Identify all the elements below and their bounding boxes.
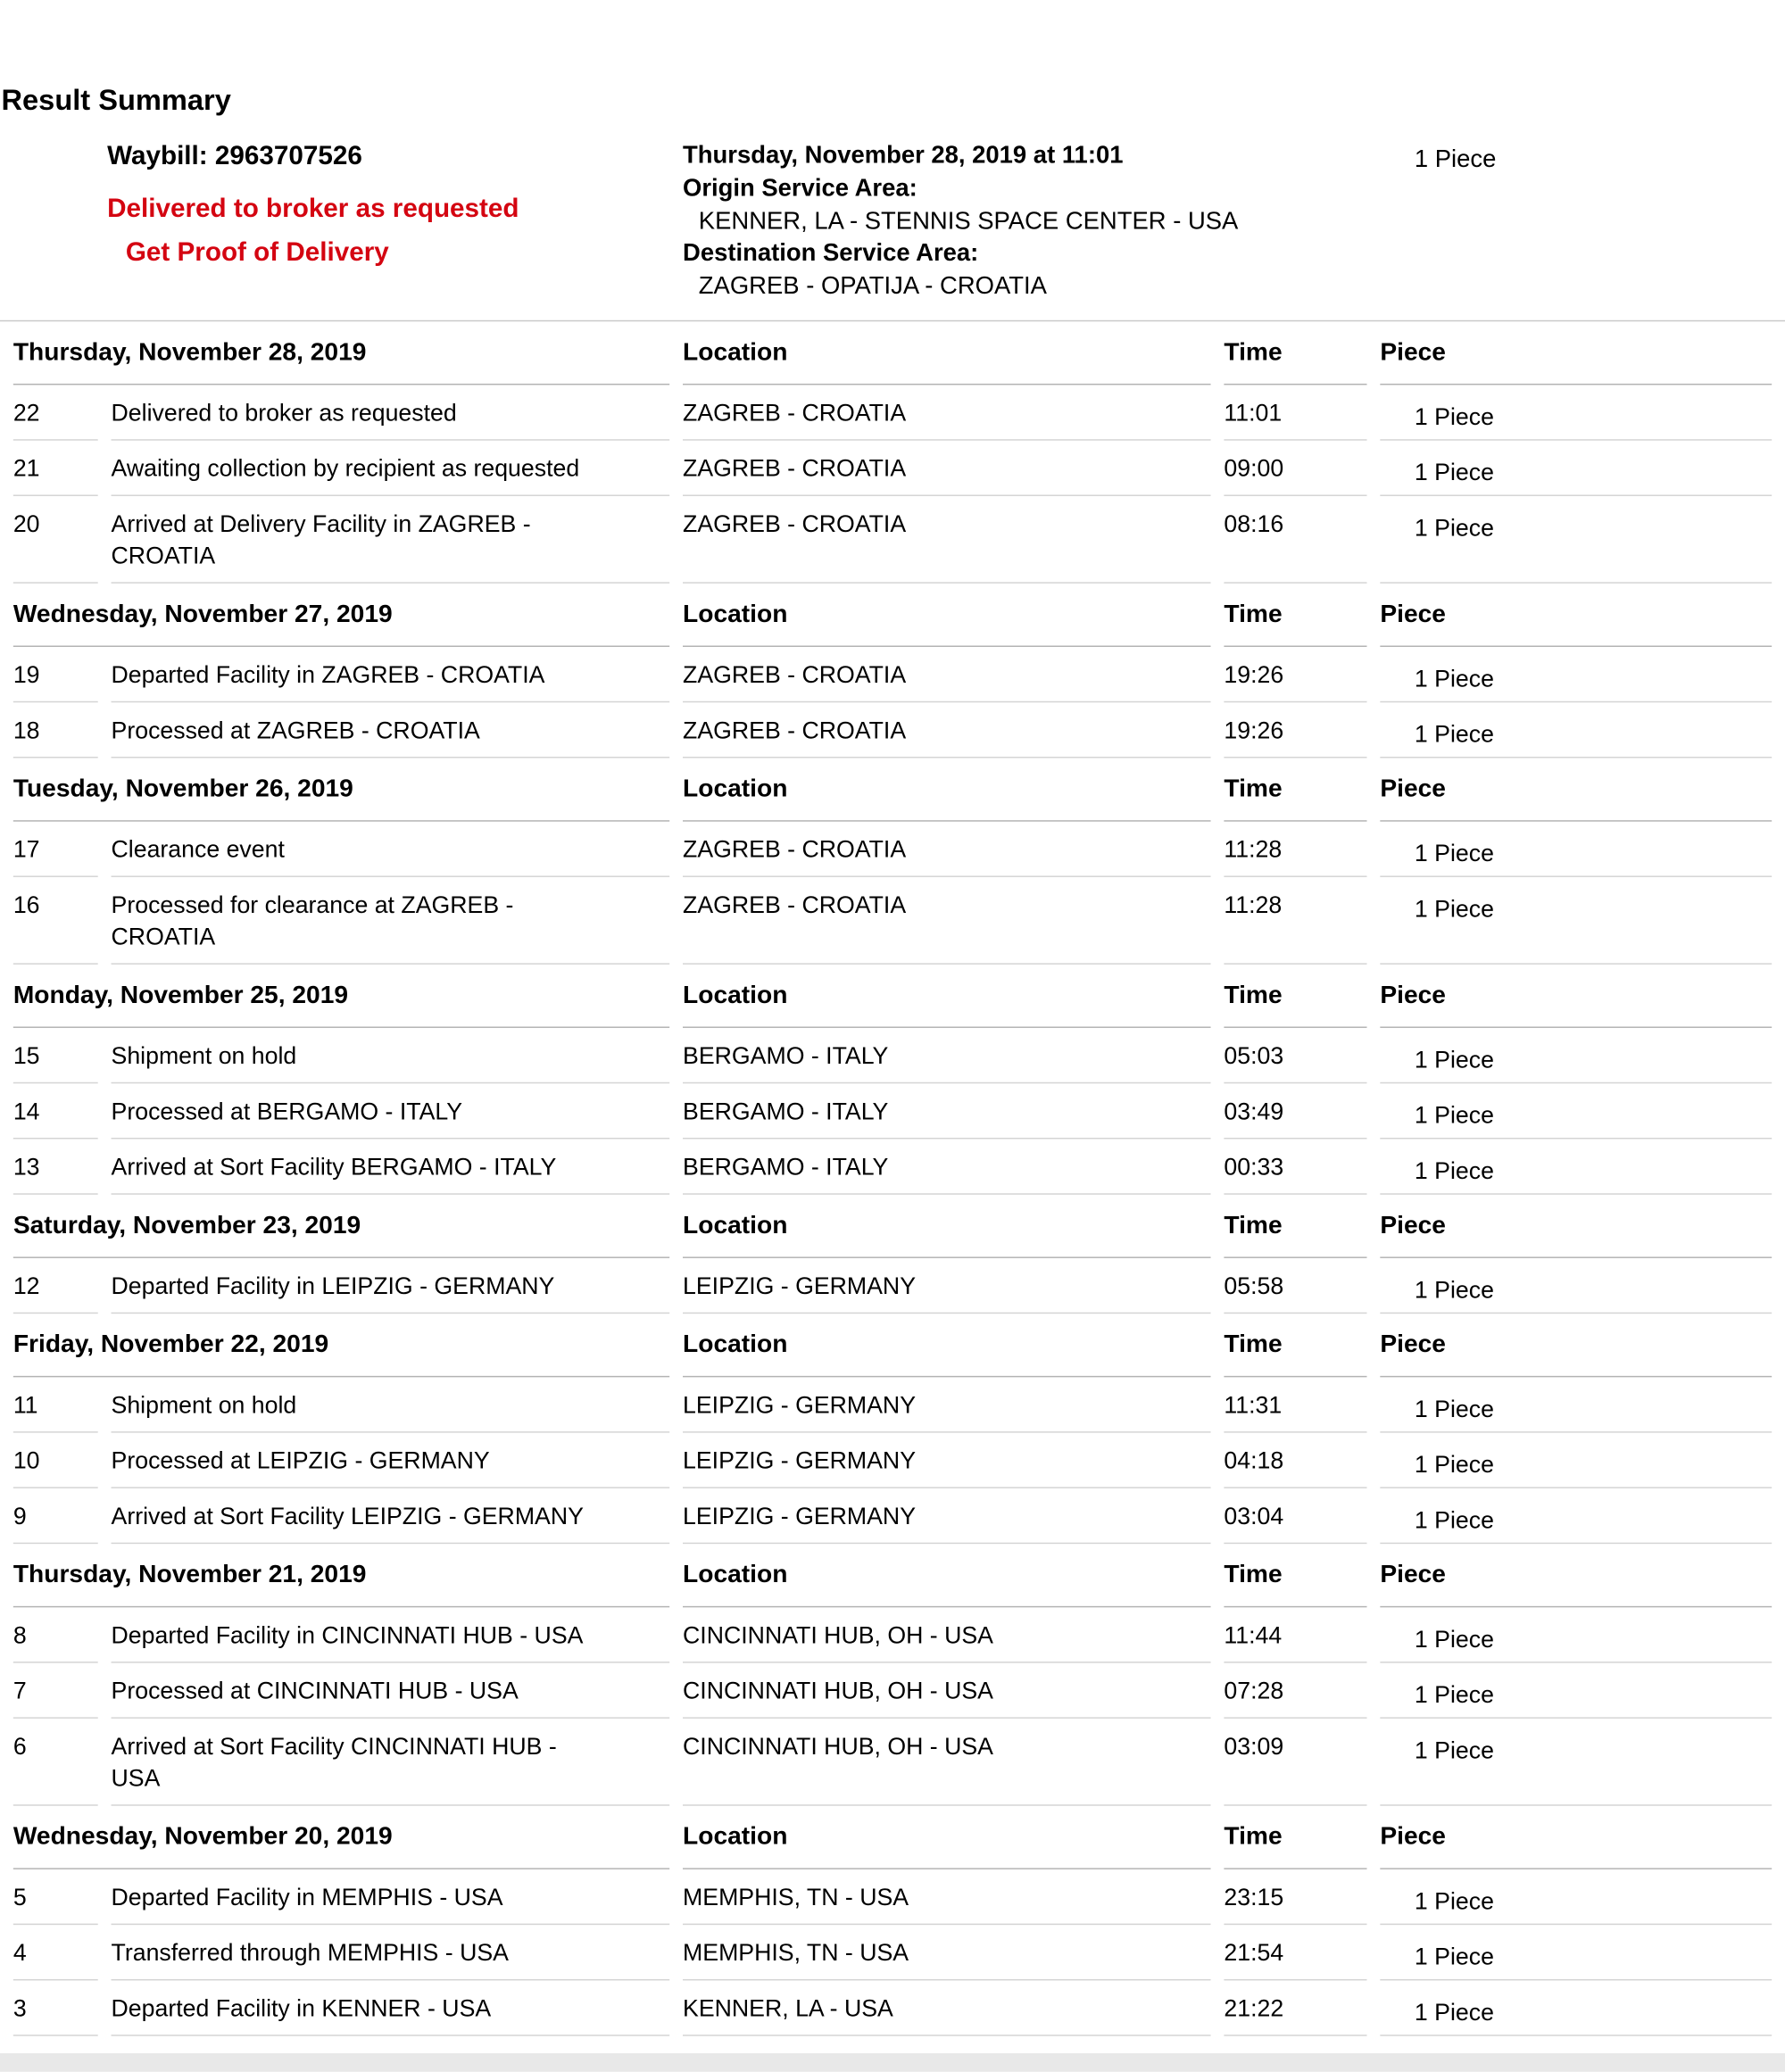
event-location: ZAGREB - CROATIA xyxy=(683,877,1211,965)
event-number: 20 xyxy=(13,496,98,584)
time-column-header: Time xyxy=(1224,1544,1366,1607)
date-header-label: Monday, November 25, 2019 xyxy=(13,965,669,1028)
time-column-header: Time xyxy=(1224,1195,1366,1258)
event-time: 11:28 xyxy=(1224,822,1366,877)
event-piece: 1 Piece xyxy=(1380,1258,1772,1314)
time-column-header: Time xyxy=(1224,965,1366,1028)
event-number: 13 xyxy=(13,1140,98,1195)
page-title: Result Summary xyxy=(1,83,231,117)
event-description: Processed for clearance at ZAGREB - CROATIA xyxy=(112,877,670,965)
event-description: Shipment on hold xyxy=(112,1377,670,1432)
event-location: MEMPHIS, TN - USA xyxy=(683,1869,1211,1925)
location-column-header: Location xyxy=(683,1544,1211,1607)
time-column-header: Time xyxy=(1224,584,1366,647)
piece-column-header: Piece xyxy=(1380,584,1772,647)
event-time: 05:03 xyxy=(1224,1028,1366,1083)
tracking-event-row xyxy=(13,441,1772,496)
tracking-events-table xyxy=(0,320,1785,2036)
event-description: Processed at BERGAMO - ITALY xyxy=(112,1083,670,1139)
time-column-header: Time xyxy=(1224,1314,1366,1377)
time-column-header: Time xyxy=(1224,758,1366,822)
event-number: 15 xyxy=(13,1028,98,1083)
event-location: ZAGREB - CROATIA xyxy=(683,702,1211,758)
date-header-label: Tuesday, November 26, 2019 xyxy=(13,758,669,822)
tracking-event-row xyxy=(13,1377,1772,1432)
destination-service-area-value: ZAGREB - OPATIJA - CROATIA xyxy=(698,271,1047,300)
date-header-label: Thursday, November 28, 2019 xyxy=(13,321,669,385)
date-section-header-row xyxy=(13,758,1772,822)
event-number: 5 xyxy=(13,1869,98,1925)
date-section-header-row xyxy=(13,1806,1772,1869)
location-column-header: Location xyxy=(683,1195,1211,1258)
date-header-label: Friday, November 22, 2019 xyxy=(13,1314,669,1377)
tracking-events-body xyxy=(13,321,1772,2035)
tracking-event-row xyxy=(13,1488,1772,1544)
event-time: 21:54 xyxy=(1224,1925,1366,1980)
event-number: 21 xyxy=(13,441,98,496)
event-description: Delivered to broker as requested xyxy=(112,385,670,440)
event-number: 17 xyxy=(13,822,98,877)
tracking-event-row xyxy=(13,1028,1772,1083)
event-location: ZAGREB - CROATIA xyxy=(683,647,1211,702)
piece-column-header: Piece xyxy=(1380,965,1772,1028)
piece-column-header: Piece xyxy=(1380,1314,1772,1377)
service-area-block xyxy=(683,139,1238,303)
delivery-status: Delivered to broker as requested xyxy=(107,194,519,224)
date-section-header-row xyxy=(13,1314,1772,1377)
event-piece: 1 Piece xyxy=(1380,877,1772,965)
event-piece: 1 Piece xyxy=(1380,702,1772,758)
date-section-header-row xyxy=(13,965,1772,1028)
event-piece: 1 Piece xyxy=(1380,1980,1772,2035)
tracking-event-row xyxy=(13,647,1772,702)
tracking-event-row xyxy=(13,1869,1772,1925)
event-location: ZAGREB - CROATIA xyxy=(683,496,1211,584)
shipment-summary xyxy=(0,139,1785,312)
origin-service-area-value: KENNER, LA - STENNIS SPACE CENTER - USA xyxy=(698,205,1239,234)
event-description: Departed Facility in MEMPHIS - USA xyxy=(112,1869,670,1925)
event-number: 12 xyxy=(13,1258,98,1314)
event-time: 04:18 xyxy=(1224,1433,1366,1488)
event-time: 07:28 xyxy=(1224,1663,1366,1719)
event-time: 23:15 xyxy=(1224,1869,1366,1925)
tracking-event-row xyxy=(13,1607,1772,1662)
event-description: Arrived at Sort Facility BERGAMO - ITALY xyxy=(112,1140,670,1195)
event-piece: 1 Piece xyxy=(1380,1377,1772,1432)
tracking-event-row xyxy=(13,1258,1772,1314)
event-piece: 1 Piece xyxy=(1380,1028,1772,1083)
event-time: 09:00 xyxy=(1224,441,1366,496)
event-location: BERGAMO - ITALY xyxy=(683,1083,1211,1139)
event-piece: 1 Piece xyxy=(1380,1719,1772,1806)
tracking-event-row xyxy=(13,1433,1772,1488)
event-number: 8 xyxy=(13,1607,98,1662)
event-piece: 1 Piece xyxy=(1380,385,1772,440)
tracking-event-row xyxy=(13,702,1772,758)
event-description: Arrived at Delivery Facility in ZAGREB - CROATIA xyxy=(112,496,670,584)
event-description: Departed Facility in ZAGREB - CROATIA xyxy=(112,647,670,702)
location-column-header: Location xyxy=(683,321,1211,385)
event-piece: 1 Piece xyxy=(1380,1433,1772,1488)
location-column-header: Location xyxy=(683,1806,1211,1869)
event-time: 11:01 xyxy=(1224,385,1366,440)
tracking-event-row xyxy=(13,496,1772,584)
piece-count: 1 Piece xyxy=(1414,144,1497,172)
event-piece: 1 Piece xyxy=(1380,1140,1772,1195)
event-piece: 1 Piece xyxy=(1380,1083,1772,1139)
location-column-header: Location xyxy=(683,758,1211,822)
event-number: 19 xyxy=(13,647,98,702)
event-time: 03:49 xyxy=(1224,1083,1366,1139)
piece-column-header: Piece xyxy=(1380,1195,1772,1258)
time-column-header: Time xyxy=(1224,1806,1366,1869)
event-time: 19:26 xyxy=(1224,647,1366,702)
location-column-header: Location xyxy=(683,584,1211,647)
event-number: 3 xyxy=(13,1980,98,2035)
event-piece: 1 Piece xyxy=(1380,1925,1772,1980)
event-location: LEIPZIG - GERMANY xyxy=(683,1488,1211,1544)
event-number: 9 xyxy=(13,1488,98,1544)
tracking-event-row xyxy=(13,1140,1772,1195)
event-number: 4 xyxy=(13,1925,98,1980)
event-location: BERGAMO - ITALY xyxy=(683,1140,1211,1195)
event-time: 03:04 xyxy=(1224,1488,1366,1544)
tracking-event-row xyxy=(13,877,1772,965)
date-header-label: Thursday, November 21, 2019 xyxy=(13,1544,669,1607)
event-description: Departed Facility in CINCINNATI HUB - USA xyxy=(112,1607,670,1662)
tracking-event-row xyxy=(13,385,1772,440)
location-column-header: Location xyxy=(683,965,1211,1028)
event-description: Departed Facility in LEIPZIG - GERMANY xyxy=(112,1258,670,1314)
destination-service-area-label: Destination Service Area: xyxy=(683,238,979,267)
event-time: 03:09 xyxy=(1224,1719,1366,1806)
event-time: 11:44 xyxy=(1224,1607,1366,1662)
footer-bar xyxy=(0,2053,1785,2072)
event-location: ZAGREB - CROATIA xyxy=(683,441,1211,496)
event-time: 11:28 xyxy=(1224,877,1366,965)
event-time: 08:16 xyxy=(1224,496,1366,584)
event-description: Clearance event xyxy=(112,822,670,877)
event-description: Shipment on hold xyxy=(112,1028,670,1083)
date-section-header-row xyxy=(13,584,1772,647)
delivery-datetime: Thursday, November 28, 2019 at 11:01 xyxy=(683,140,1124,169)
location-column-header: Location xyxy=(683,1314,1211,1377)
tracking-event-row xyxy=(13,1083,1772,1139)
event-description: Processed at CINCINNATI HUB - USA xyxy=(112,1663,670,1719)
event-number: 14 xyxy=(13,1083,98,1139)
event-piece: 1 Piece xyxy=(1380,1607,1772,1662)
piece-column-header: Piece xyxy=(1380,1806,1772,1869)
event-description: Awaiting collection by recipient as requested xyxy=(112,441,670,496)
event-number: 16 xyxy=(13,877,98,965)
event-location: MEMPHIS, TN - USA xyxy=(683,1925,1211,1980)
piece-column-header: Piece xyxy=(1380,321,1772,385)
event-piece: 1 Piece xyxy=(1380,647,1772,702)
event-number: 10 xyxy=(13,1433,98,1488)
event-description: Processed at LEIPZIG - GERMANY xyxy=(112,1433,670,1488)
waybill-block xyxy=(107,142,677,269)
event-time: 05:58 xyxy=(1224,1258,1366,1314)
event-number: 22 xyxy=(13,385,98,440)
tracking-event-row xyxy=(13,1925,1772,1980)
event-description: Arrived at Sort Facility LEIPZIG - GERMANY xyxy=(112,1488,670,1544)
piece-column-header: Piece xyxy=(1380,758,1772,822)
event-number: 11 xyxy=(13,1377,98,1432)
date-header-label: Wednesday, November 27, 2019 xyxy=(13,584,669,647)
event-description: Transferred through MEMPHIS - USA xyxy=(112,1925,670,1980)
event-piece: 1 Piece xyxy=(1380,496,1772,584)
origin-service-area-label: Origin Service Area: xyxy=(683,172,917,202)
tracking-event-row xyxy=(13,822,1772,877)
event-time: 11:31 xyxy=(1224,1377,1366,1432)
event-time: 19:26 xyxy=(1224,702,1366,758)
tracking-event-row xyxy=(13,1719,1772,1806)
event-piece: 1 Piece xyxy=(1380,441,1772,496)
event-description: Departed Facility in KENNER - USA xyxy=(112,1980,670,2035)
date-section-header-row xyxy=(13,321,1772,385)
tracking-event-row xyxy=(13,1663,1772,1719)
piece-column-header: Piece xyxy=(1380,1544,1772,1607)
event-location: ZAGREB - CROATIA xyxy=(683,385,1211,440)
event-location: CINCINNATI HUB, OH - USA xyxy=(683,1663,1211,1719)
date-header-label: Wednesday, November 20, 2019 xyxy=(13,1806,669,1869)
event-location: CINCINNATI HUB, OH - USA xyxy=(683,1719,1211,1806)
event-piece: 1 Piece xyxy=(1380,1488,1772,1544)
event-location: BERGAMO - ITALY xyxy=(683,1028,1211,1083)
waybill-number: Waybill: 2963707526 xyxy=(107,141,362,171)
event-description: Arrived at Sort Facility CINCINNATI HUB - USA xyxy=(112,1719,670,1806)
event-location: CINCINNATI HUB, OH - USA xyxy=(683,1607,1211,1662)
event-location: LEIPZIG - GERMANY xyxy=(683,1258,1211,1314)
event-description: Processed at ZAGREB - CROATIA xyxy=(112,702,670,758)
event-piece: 1 Piece xyxy=(1380,1663,1772,1719)
event-location: LEIPZIG - GERMANY xyxy=(683,1377,1211,1432)
tracking-event-row xyxy=(13,1980,1772,2035)
event-location: LEIPZIG - GERMANY xyxy=(683,1433,1211,1488)
event-location: KENNER, LA - USA xyxy=(683,1980,1211,2035)
proof-of-delivery-link[interactable]: Get Proof of Delivery xyxy=(125,237,389,268)
event-number: 7 xyxy=(13,1663,98,1719)
event-number: 6 xyxy=(13,1719,98,1806)
date-section-header-row xyxy=(13,1195,1772,1258)
event-number: 18 xyxy=(13,702,98,758)
date-section-header-row xyxy=(13,1544,1772,1607)
date-header-label: Saturday, November 23, 2019 xyxy=(13,1195,669,1258)
event-piece: 1 Piece xyxy=(1380,822,1772,877)
event-location: ZAGREB - CROATIA xyxy=(683,822,1211,877)
event-time: 21:22 xyxy=(1224,1980,1366,2035)
time-column-header: Time xyxy=(1224,321,1366,385)
event-time: 00:33 xyxy=(1224,1140,1366,1195)
event-piece: 1 Piece xyxy=(1380,1869,1772,1925)
